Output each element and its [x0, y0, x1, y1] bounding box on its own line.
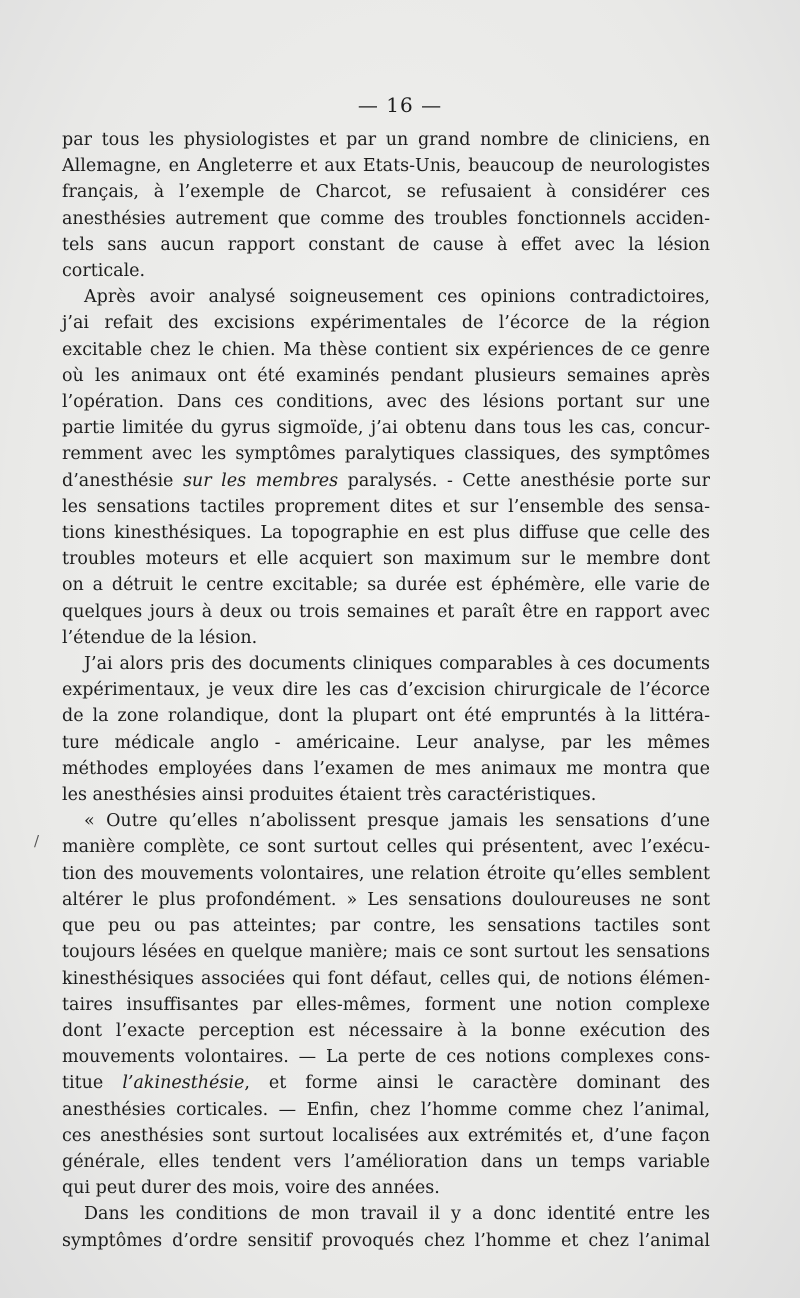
text-line: anesthésies corticales. — Enfin, chez l’homme comme chez l’animal,: [62, 1099, 710, 1120]
text-line: excitable chez le chien. Ma thèse contient six expériences de ce genre: [62, 339, 710, 360]
text-line: où les animaux ont été examinés pendant plusieurs semaines après: [62, 365, 710, 386]
italic-text: sur les membres: [182, 470, 339, 491]
text-line: « Outre qu’elles n’abolissent presque jamais les sensations d’une: [84, 811, 710, 832]
text-line: expérimentaux, je veux dire les cas d’excision chirurgicale de l’écorce: [62, 680, 710, 701]
text-fragment: paralysés. - Cette anesthésie porte sur: [338, 470, 710, 491]
text-line: anesthésies autrement que comme des troubles fonctionnels acciden-: [62, 208, 710, 229]
text-line: méthodes employées dans l’examen de mes animaux me montra que: [62, 758, 710, 779]
text-line: Après avoir analysé soigneusement ces opinions contradictoires,: [84, 287, 710, 308]
page-number: — 16 —: [357, 93, 443, 117]
text-fragment: , et forme ainsi le caractère dominant des: [244, 1073, 710, 1094]
text-line: que peu ou pas atteintes; par contre, les sensations tactiles sont: [62, 916, 710, 937]
margin-mark: /: [34, 832, 40, 850]
text-line: remment avec les symptômes paralytiques classiques, des symptômes: [62, 444, 710, 465]
text-line: ture médicale anglo - américaine. Leur analyse, par les mêmes: [62, 732, 710, 753]
text-line: kinesthésiques associées qui font défaut, celles qui, de notions élémen-: [62, 968, 710, 989]
text-line: [62, 1070, 710, 1096]
text-line: qui peut durer des mois, voire des années.: [62, 1178, 440, 1199]
text-line: toujours lésées en quelque manière; mais ce sont surtout les sensations: [62, 942, 710, 963]
text-line: les anesthésies ainsi produites étaient très caractéristiques.: [62, 785, 597, 806]
text-line: l’étendue de la lésion.: [62, 627, 258, 648]
text-line: générale, elles tendent vers l’amélioration dans un temps variable: [62, 1151, 710, 1172]
text-line: tions kinesthésiques. La topographie en est plus diffuse que celle des: [62, 523, 710, 544]
text-line: les sensations tactiles proprement dites et sur l’ensemble des sensa-: [62, 496, 710, 517]
text-line: taires insuffisantes par elles-mêmes, forment une notion complexe: [62, 994, 710, 1015]
text-line: partie limitée du gyrus sigmoïde, j’ai obtenu dans tous les cas, concur-: [62, 418, 710, 439]
text-line: ces anesthésies sont surtout localisées aux extrémités et, d’une façon: [62, 1125, 710, 1146]
text-line: corticale.: [62, 261, 146, 282]
text-line: altérer le plus profondément. » Les sensations douloureuses ne sont: [62, 889, 710, 910]
text-line: Dans les conditions de mon travail il y a donc identité entre les: [84, 1204, 710, 1225]
text-line: quelques jours à deux ou trois semaines et paraît être en rapport avec: [62, 601, 710, 622]
text-line: par tous les physiologistes et par un grand nombre de cliniciens, en: [62, 130, 710, 150]
text-line: tels sans aucun rapport constant de cause à effet avec la lésion: [62, 234, 710, 255]
text-line: manière complète, ce sont surtout celles qui présentent, avec l’exécu-: [62, 837, 710, 858]
text-line: troubles moteurs et elle acquiert son maximum sur le membre dont: [62, 549, 710, 570]
text-line: Allemagne, en Angleterre et aux Etats-Unis, beaucoup de neurologistes: [62, 156, 710, 177]
body-text: [62, 127, 710, 1254]
text-line: mouvements volontaires. — La perte de ces notions complexes cons-: [62, 1047, 710, 1068]
italic-text: l’akinesthésie: [122, 1073, 245, 1094]
text-line: symptômes d’ordre sensitif provoqués chez l’homme et chez l’animal: [62, 1230, 710, 1251]
text-line: tion des mouvements volontaires, une relation étroite qu’elles semblent: [62, 863, 710, 884]
text-fragment: titue: [62, 1073, 123, 1094]
text-line: l’opération. Dans ces conditions, avec des lésions portant sur une: [62, 392, 710, 413]
text-line: J’ai alors pris des documents cliniques comparables à ces documents: [84, 654, 710, 675]
text-line: dont l’exacte perception est nécessaire à la bonne exécution des: [62, 1020, 710, 1041]
text-fragment: d’anesthésie: [62, 470, 183, 491]
text-line: [62, 468, 710, 494]
text-line: français, à l’exemple de Charcot, se refusaient à considérer ces: [62, 182, 710, 203]
text-line: on a détruit le centre excitable; sa durée est éphémère, elle varie de: [62, 575, 710, 596]
text-line: de la zone rolandique, dont la plupart ont été empruntés à la littéra-: [62, 706, 710, 727]
text-line: j’ai refait des excisions expérimentales de l’écorce de la région: [62, 313, 710, 334]
